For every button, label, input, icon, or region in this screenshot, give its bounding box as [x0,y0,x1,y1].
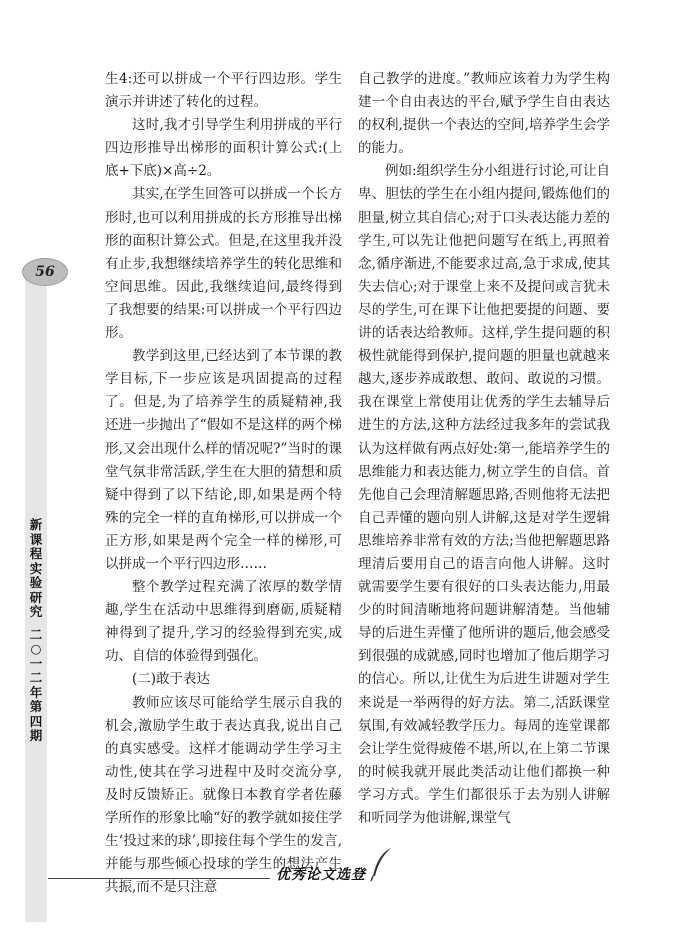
journal-issue: 二○一二年第四期 [29,626,43,743]
paragraph: 自己教学的进度。”教师应该着力为学生构建一个自由表达的平台,赋予学生自由表达的权利,提供一个表达的空间,培养学生会学的能力。 [358,71,610,157]
left-column [105,68,342,899]
paragraph: 教学到这里,已经达到了本节课的教学目标,下一步应该是巩固提高的过程了。但是,为了培养学生的质疑精神,我还进一步抛出了“假如不是这样的两个梯形,又会出现什么样的情况呢?”当时的课堂气氛非常活跃,学生在大胆的猜想和质疑中得到了以下结论,即,如果是两个特殊的完全一样的直角梯形,可以拼成一个正方形,如果是两个完全一样的梯形,可以拼成一个平行四边形…… [105,348,342,572]
paragraph: 生4:还可以拼成一个平行四边形。学生演示并讲述了转化的过程。 [105,71,342,111]
journal-name: 新课程实验研究 [29,517,43,619]
paragraph: 教师应该尽可能给学生展示自我的机会,激励学生敢于表达真我,说出自己的真实感受。这样才能调动学生学习主动性,使其在学习进程中及时交流分享,及时反馈矫正。就像日本教育学者佐藤学所作的形象比喻“好的教学就如接住学生‘投过来的球’,即接住每个学生的发言,并能与那些倾心投球的学生的想法产生共振,而不是只注意 [105,694,342,896]
quill-pen-icon [368,846,394,882]
paragraph: 例如:组织学生分小组进行讨论,可让自卑、胆怯的学生在小组内提问,锻炼他们的胆量,树立其自信心;对于口头表达能力差的学生,可以先让他把问题写在纸上,再照着念,循序渐进,不能要求过高,急于求成,使其失去信心;对于课堂上来不及提问或言犹未尽的学生,可在课下让他把要提的问题、要讲的话表达给教师。这样,学生提问题的积极性就能得到保护,提问题的胆量也就越来越大,逐步养成敢想、敢问、敢说的习惯。我在课堂上常使用让优秀的学生去辅导后进生的方法,这种方法经过我多年的尝试我认为这样做有两点好处:第一,能培养学生的思维能力和表达能力,树立学生的自信。首先他自己会理清解题思路,否则他将无法把自己弄懂的题向别人讲解,这是对学生逻辑思维培养非常有效的方法;当他把解题思路理清后要用自己的语言向他人讲解。这时就需要学生要有很好的口头表达能力,用最少的时间清晰地将问题讲解清楚。当他辅导的后进生弄懂了他所讲的题后,他会感受到很强的成就感,同时也增加了他后期学习的信心。所以,让优生为后进生讲题对学生来说是一举两得的好方法。第二,活跃课堂氛围,有效减轻教学压力。每周的连堂课都会让学生觉得疲倦不堪,所以,在上第二节课的时候我就开展此类活动让他们都换一种学习方式。学生们都很乐于去为别人讲解和听同学为他讲解,课堂气 [358,163,610,826]
right-column [358,68,610,830]
footer-title: 优秀论文选登 [276,867,366,883]
paragraph: 整个教学过程充满了浓厚的数学情趣,学生在活动中思维得到磨砺,质疑精神得到了提升,学习的经验得到充实,成功、自信的体验得到强化。 [105,579,342,665]
journal-label [27,518,45,744]
page-number: 56 [22,258,68,286]
paragraph: 其实,在学生回答可以拼成一个长方形时,也可以利用拼成的长方形推导出梯形的面积计算公式。但是,在这里我并没有止步,我想继续培养学生的转化思维和空间思维。因此,我继续追问,最终得到了我想要的结果:可以拼成一个平行四边形。 [105,186,342,342]
footer-rule [48,878,270,879]
paragraph: 这时,我才引导学生利用拼成的平行四边形推导出梯形的面积计算公式:(上底+下底)×高÷2。 [105,117,342,180]
section-heading: (二)敢于表达 [132,671,211,688]
